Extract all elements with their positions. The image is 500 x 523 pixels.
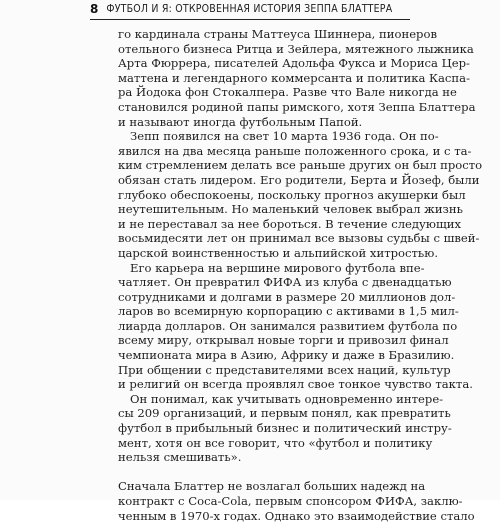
page-number: 8 — [90, 2, 99, 16]
text-line: явился на два месяца раньше положенного срока, и с та- — [118, 143, 472, 158]
text-line: чемпионата мира в Азию, Африку и даже в Бразилию. — [118, 348, 455, 363]
text-line: неутешительным. Но маленький человек выбрал жизнь — [118, 202, 463, 217]
text-line: чатляет. Он превратил ФИФА из клуба с двенадцатью — [118, 275, 452, 290]
text-line: ра Йодока фон Стокалпера. Разве что Вале никогда не — [118, 85, 457, 100]
body-text — [118, 27, 483, 523]
text-line: ким стремлением делать все раньше других он был просто — [118, 158, 483, 173]
running-head: ФУТБОЛ И Я: ОТКРОВЕННАЯ ИСТОРИЯ ЗЕППА БЛАТТЕРА — [106, 3, 393, 15]
text-line: мент, хотя он все говорит, что «футбол и политику — [118, 435, 433, 450]
page-header — [90, 0, 410, 20]
text-line: нельзя смешивать». — [118, 450, 242, 465]
text-line: футбол в прибыльный бизнес и политический инстру- — [118, 421, 452, 436]
text-line: становился родиной папы римского, хотя Зеппа Блаттера — [118, 99, 476, 114]
text-line: маттена и легендарного коммерсанта и политика Каспа- — [118, 70, 470, 85]
text-line: и не переставал за нее бороться. В течение следующих — [118, 216, 462, 231]
text-line: ларов во всемирную корпорацию с активами в 1,5 мил- — [118, 304, 459, 319]
text-line: При общении с представителями всех наций, культур — [118, 362, 451, 377]
text-line: сотрудниками и долгами в размере 20 миллионов дол- — [118, 289, 456, 304]
text-line: Арта Фюррера, писателей Адольфа Фукса и Мориса Цер- — [118, 56, 470, 71]
text-line: ченным в 1970-х годах. Однако это взаимодействие стало — [118, 508, 475, 523]
text-line: Его карьера на вершине мирового футбола впе- — [130, 260, 425, 275]
text-line: царской воинственностью и альпийской хитростью. — [118, 245, 439, 260]
text-line: сы 209 организаций, и первым понял, как превратить — [118, 406, 451, 421]
text-line: отельного бизнеса Ритца и Зейлера, мятежного лыжника — [118, 41, 474, 56]
text-line: го кардинала страны Маттеуса Шиннера, пионеров — [118, 27, 437, 41]
text-line: восьмидесяти лет он принимал все вызовы судьбы с швей- — [118, 231, 480, 246]
text-line: контракт с Coca-Cola, первым спонсором ФИФА, заклю- — [118, 494, 463, 508]
section-break — [118, 465, 383, 480]
text-line: обязан стать лидером. Его родители, Берта и Йозеф, были — [118, 172, 480, 187]
text-line: Он понимал, как учитывать одновременно интере- — [130, 391, 444, 406]
text-line: всему миру, открывал новые торги и привозил финал — [118, 333, 449, 348]
text-line: и называют иногда футбольным Папой. — [118, 114, 363, 129]
text-line: и религий он всегда проявлял свое тонкое чувство такта. — [118, 377, 473, 392]
text-line: Сначала Блаттер не возлагал больших надежд на — [118, 479, 426, 494]
text-line: глубоко обеспокоены, поскольку прогноз акушерки был — [118, 187, 466, 202]
text-line: лиарда долларов. Он занимался развитием футбола по — [118, 318, 458, 333]
text-line: Зепп появился на свет 10 марта 1936 года. Он по- — [130, 129, 439, 144]
